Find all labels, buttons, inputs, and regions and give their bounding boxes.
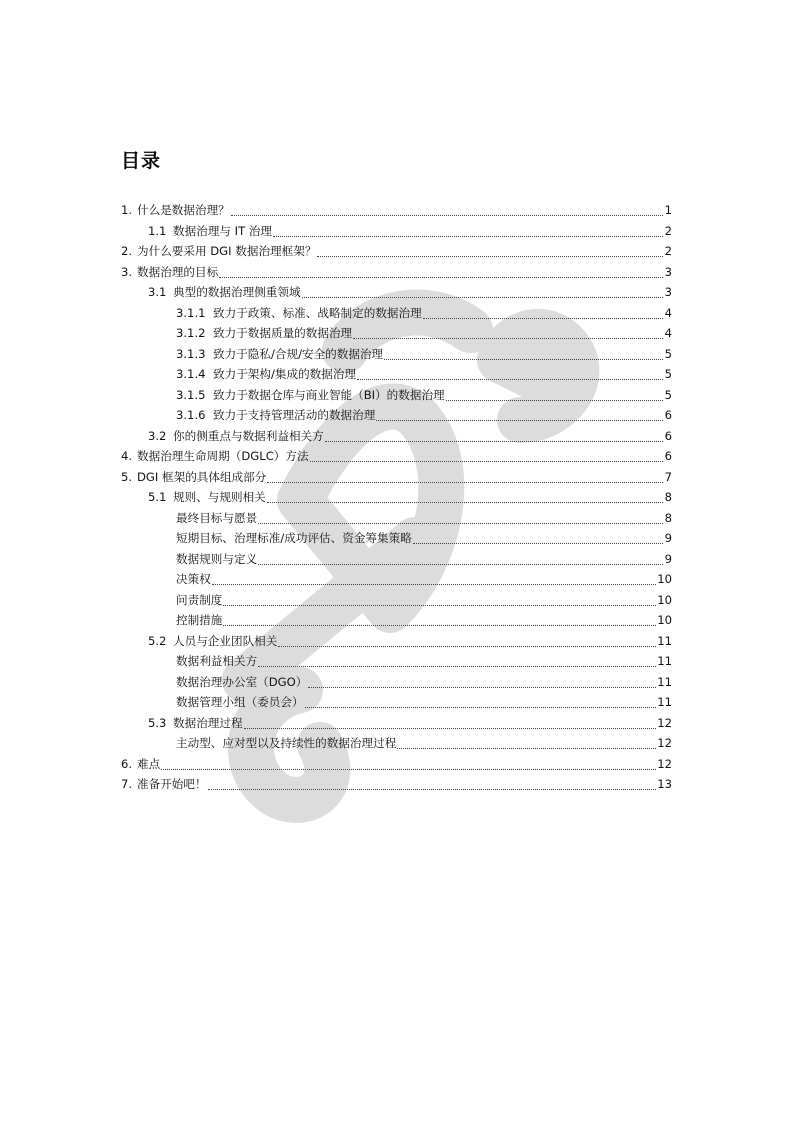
toc-entry[interactable]: [176, 364, 672, 385]
toc-entry-number: 3.1.3: [176, 346, 206, 361]
toc-entry[interactable]: [148, 426, 672, 447]
toc-entry[interactable]: [176, 303, 672, 324]
toc-entry-number: 7.: [121, 777, 133, 791]
toc-dot-leader: [278, 645, 656, 647]
toc-entry-text: 数据利益相关方: [176, 654, 258, 668]
toc-dot-leader: [258, 563, 663, 565]
toc-entry-page: 4: [664, 326, 672, 340]
toc-entry-number: 3.1.6: [176, 408, 206, 422]
toc-title: 目录: [121, 150, 162, 172]
toc-entry-number: 3.1: [148, 285, 167, 299]
toc-entry-number: 3.1.2: [176, 326, 206, 340]
toc-entry-page: 11: [657, 674, 672, 689]
toc-entry[interactable]: [121, 446, 672, 467]
toc-dot-leader: [273, 235, 663, 237]
toc-dot-leader: [357, 378, 663, 380]
toc-entry-page: 9: [664, 551, 672, 566]
toc-entry-text: 数据规则与定义: [176, 551, 258, 566]
toc-entry-text: 决策权: [176, 572, 211, 586]
toc-entry[interactable]: [176, 508, 672, 529]
toc-entry[interactable]: [148, 713, 672, 734]
toc-entry[interactable]: [148, 282, 672, 303]
toc-entry[interactable]: [121, 200, 672, 221]
toc-entry[interactable]: [121, 241, 672, 262]
toc-entry-text: 典型的数据治理侧重领域: [173, 285, 301, 299]
toc-entry-number: 3.1.1: [176, 305, 206, 320]
toc-entry-page: 4: [664, 305, 672, 320]
toc-entry-page: 10: [657, 613, 672, 627]
toc-entry-page: 10: [657, 592, 672, 607]
toc-dot-leader: [219, 276, 663, 278]
toc-dot-leader: [302, 296, 663, 298]
toc-entry[interactable]: [148, 487, 672, 508]
toc-entry-page: 11: [657, 695, 672, 709]
toc-entry-page: 1: [664, 203, 672, 217]
toc-entry-page: 6: [664, 449, 672, 463]
toc-entry-text: 致力于架构/集成的数据治理: [213, 367, 357, 381]
toc-dot-leader: [376, 419, 663, 421]
toc-entry[interactable]: [121, 467, 672, 488]
toc-entry-text: 数据管理小组（委员会）: [176, 695, 304, 709]
toc-dot-leader: [258, 665, 656, 667]
toc-entry[interactable]: [121, 774, 672, 795]
toc-dot-leader: [267, 481, 663, 483]
toc-dot-leader: [317, 255, 663, 257]
toc-entry-page: 3: [664, 285, 672, 299]
toc-dot-leader: [423, 317, 663, 319]
toc-entry-number: 6.: [121, 756, 133, 771]
toc-entry-text: DGI 框架的具体组成部分: [137, 469, 267, 484]
toc-entry-page: 6: [664, 428, 672, 443]
toc-entry-text: 为什么要采用 DGI 数据治理框架？: [137, 244, 317, 258]
toc-entry-number: 1.1: [148, 223, 167, 238]
toc-entry-text: 你的侧重点与数据利益相关方: [173, 428, 324, 443]
toc-dot-leader: [231, 214, 663, 216]
toc-entry-text: 主动型、应对型以及持续性的数据治理过程: [176, 736, 397, 750]
toc-entry-page: 10: [657, 572, 672, 586]
toc-dot-leader: [244, 727, 657, 729]
toc-entry-number: 1.: [121, 203, 133, 217]
toc-entry-number: 3.1.5: [176, 387, 206, 402]
toc-entry-page: 9: [664, 531, 672, 545]
toc-entry-text: 难点: [137, 756, 161, 771]
toc-entry[interactable]: [176, 549, 672, 570]
toc-dot-leader: [353, 337, 663, 339]
toc-entry[interactable]: [176, 405, 672, 426]
toc-entry-text: 数据治理生命周期（DGLC）方法: [137, 449, 309, 463]
toc-entry-text: 数据治理过程: [173, 715, 243, 730]
toc-entry-text: 人员与企业团队相关: [173, 633, 278, 648]
toc-entry[interactable]: [148, 631, 672, 652]
toc-entry[interactable]: [176, 610, 672, 631]
toc-entry-page: 2: [664, 244, 672, 258]
toc-entry[interactable]: [176, 692, 672, 713]
toc-entry-text: 致力于隐私/合规/安全的数据治理: [213, 346, 384, 361]
toc-entry-page: 7: [664, 469, 672, 484]
toc-dot-leader: [305, 706, 657, 708]
toc-entry-text: 致力于数据质量的数据治理: [213, 326, 353, 340]
toc-entry-text: 致力于政策、标准、战略制定的数据治理: [213, 305, 422, 320]
toc-entry-page: 3: [664, 264, 672, 279]
toc-entry-page: 13: [657, 777, 672, 791]
toc-entry-text: 什么是数据治理？: [137, 203, 230, 217]
toc-dot-leader: [310, 460, 663, 462]
toc-dot-leader: [308, 686, 656, 688]
toc-entry-number: 3.: [121, 264, 133, 279]
toc-entry[interactable]: [176, 733, 672, 754]
toc-entry-number: 4.: [121, 449, 133, 463]
toc-entry[interactable]: [121, 262, 672, 283]
toc-entry-number: 5.3: [148, 715, 167, 730]
toc-dot-leader: [325, 440, 663, 442]
toc-entry-number: 3.2: [148, 428, 167, 443]
toc-entry[interactable]: [121, 754, 672, 775]
toc-entry-text: 数据治理办公室（DGO）: [176, 674, 308, 689]
toc-entry-text: 致力于支持管理活动的数据治理: [213, 408, 376, 422]
toc-entry-text: 准备开始吧！: [137, 777, 207, 791]
toc-entry[interactable]: [176, 528, 672, 549]
toc-entry-page: 8: [664, 490, 672, 504]
toc-entry[interactable]: [176, 569, 672, 590]
toc-dot-leader: [161, 768, 656, 770]
toc-dot-leader: [384, 358, 663, 360]
toc-entry-page: 8: [664, 510, 672, 525]
toc-entry-page: 5: [664, 346, 672, 361]
toc-entry-page: 11: [657, 633, 672, 648]
toc-dot-leader: [267, 501, 663, 503]
toc-entry[interactable]: [176, 590, 672, 611]
toc-entry-number: 5.2: [148, 633, 167, 648]
toc-dot-leader: [223, 624, 656, 626]
toc-entry[interactable]: [176, 323, 672, 344]
toc-entry-text: 最终目标与愿景: [176, 510, 258, 525]
toc-entry-page: 6: [664, 408, 672, 422]
toc-dot-leader: [223, 604, 656, 606]
toc-entry-number: 3.1.4: [176, 367, 206, 381]
toc-entry-page: 5: [664, 387, 672, 402]
toc-entry-text: 规则、与规则相关: [173, 490, 266, 504]
toc-entry-text: 数据治理与 IT 治理: [173, 223, 273, 238]
toc-dot-leader: [413, 542, 663, 544]
toc-dot-leader: [397, 747, 656, 749]
toc-dot-leader: [208, 788, 657, 790]
toc-entry-page: 12: [657, 756, 672, 771]
toc-entry-page: 12: [657, 715, 672, 730]
toc-entry[interactable]: [176, 344, 672, 365]
toc-entry-number: 5.: [121, 469, 133, 484]
toc-entry[interactable]: [176, 651, 672, 672]
toc-entry-page: 5: [664, 367, 672, 381]
toc-entry-number: 2.: [121, 244, 133, 258]
toc-entry-page: 12: [657, 736, 672, 750]
toc-entry-text: 问责制度: [176, 592, 223, 607]
toc-dot-leader: [258, 522, 663, 524]
toc-dot-leader: [446, 399, 663, 401]
toc-entry-number: 5.1: [148, 490, 167, 504]
toc-dot-leader: [212, 583, 656, 585]
toc-entry-text: 短期目标、治理标准/成功评估、资金筹集策略: [176, 531, 412, 545]
toc-entry[interactable]: [148, 221, 672, 242]
toc-entry[interactable]: [176, 672, 672, 693]
toc-entry-text: 致力于数据仓库与商业智能（BI）的数据治理: [213, 387, 445, 402]
toc-entry-text: 控制措施: [176, 613, 223, 627]
toc-entry[interactable]: [176, 385, 672, 406]
toc-entry-page: 2: [664, 223, 672, 238]
toc-entry-text: 数据治理的目标: [137, 264, 219, 279]
toc-entry-page: 11: [657, 654, 672, 668]
